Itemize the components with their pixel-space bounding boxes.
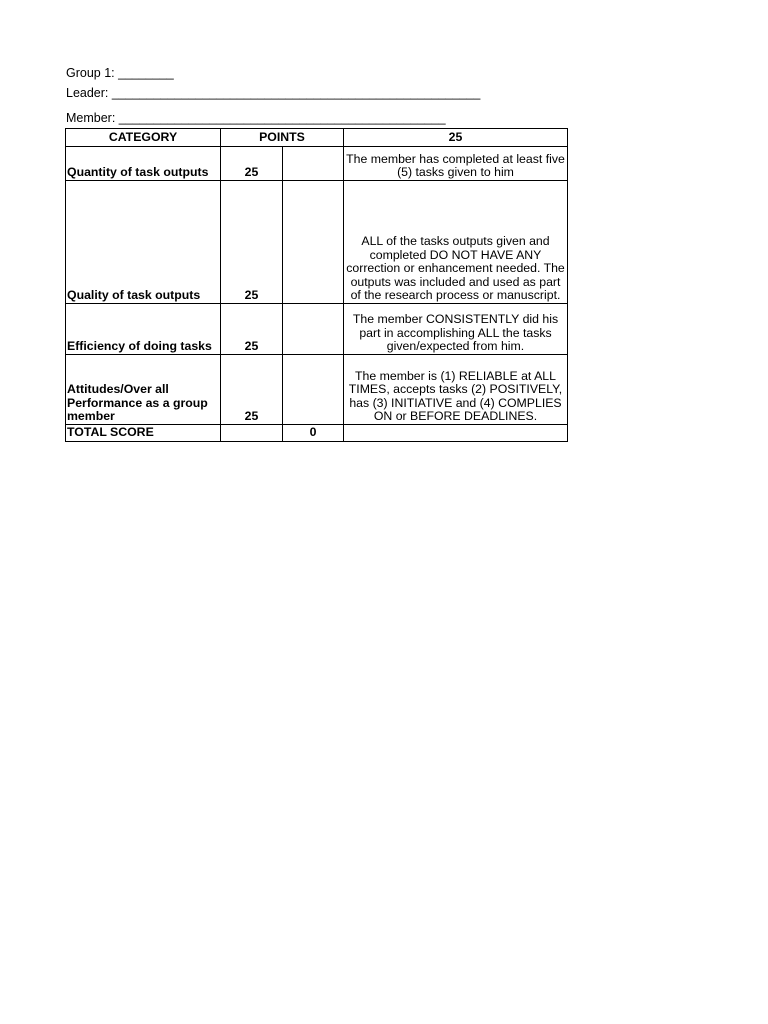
table-header-row [66, 129, 568, 147]
table-row [66, 181, 568, 304]
points-cell: 25 [221, 304, 283, 355]
table-row [66, 147, 568, 181]
score-cell[interactable] [283, 355, 344, 425]
points-cell: 25 [221, 147, 283, 181]
description-cell: The member is (1) RELIABLE at ALL TIMES, accepts tasks (2) POSITIVELY, has (3) INITIATIVE and (4) COMPLIES ON or BEFORE DEADLINES. [344, 355, 568, 425]
table-row [66, 355, 568, 425]
total-points-cell [221, 425, 283, 442]
total-row [66, 425, 568, 442]
points-cell: 25 [221, 355, 283, 425]
column-header-category: CATEGORY [66, 129, 221, 147]
group-field: Group 1: ________ [66, 66, 174, 80]
total-label: TOTAL SCORE [66, 425, 221, 442]
score-cell[interactable] [283, 304, 344, 355]
column-header-description: 25 [344, 129, 568, 147]
category-cell: Efficiency of doing tasks [66, 304, 221, 355]
description-cell: The member CONSISTENTLY did his part in accomplishing ALL the tasks given/expected from him. [344, 304, 568, 355]
score-cell[interactable] [283, 181, 344, 304]
description-cell: The member has completed at least five (5) tasks given to him [344, 147, 568, 181]
description-cell: ALL of the tasks outputs given and completed DO NOT HAVE ANY correction or enhancement needed. The outputs was included and used as part of the research process or manuscript. [344, 181, 568, 304]
category-cell: Quality of task outputs [66, 181, 221, 304]
column-header-points: POINTS [221, 129, 344, 147]
table-row [66, 304, 568, 355]
score-cell[interactable] [283, 147, 344, 181]
points-cell: 25 [221, 181, 283, 304]
category-cell: Quantity of task outputs [66, 147, 221, 181]
category-cell: Attitudes/Over all Performance as a group member [66, 355, 221, 425]
total-description-cell [344, 425, 568, 442]
total-score-value: 0 [283, 425, 344, 442]
leader-field: Leader: _____________________________________________________ [66, 86, 481, 100]
member-field: Member: _______________________________________________ [66, 111, 446, 125]
rubric-table [65, 128, 568, 442]
